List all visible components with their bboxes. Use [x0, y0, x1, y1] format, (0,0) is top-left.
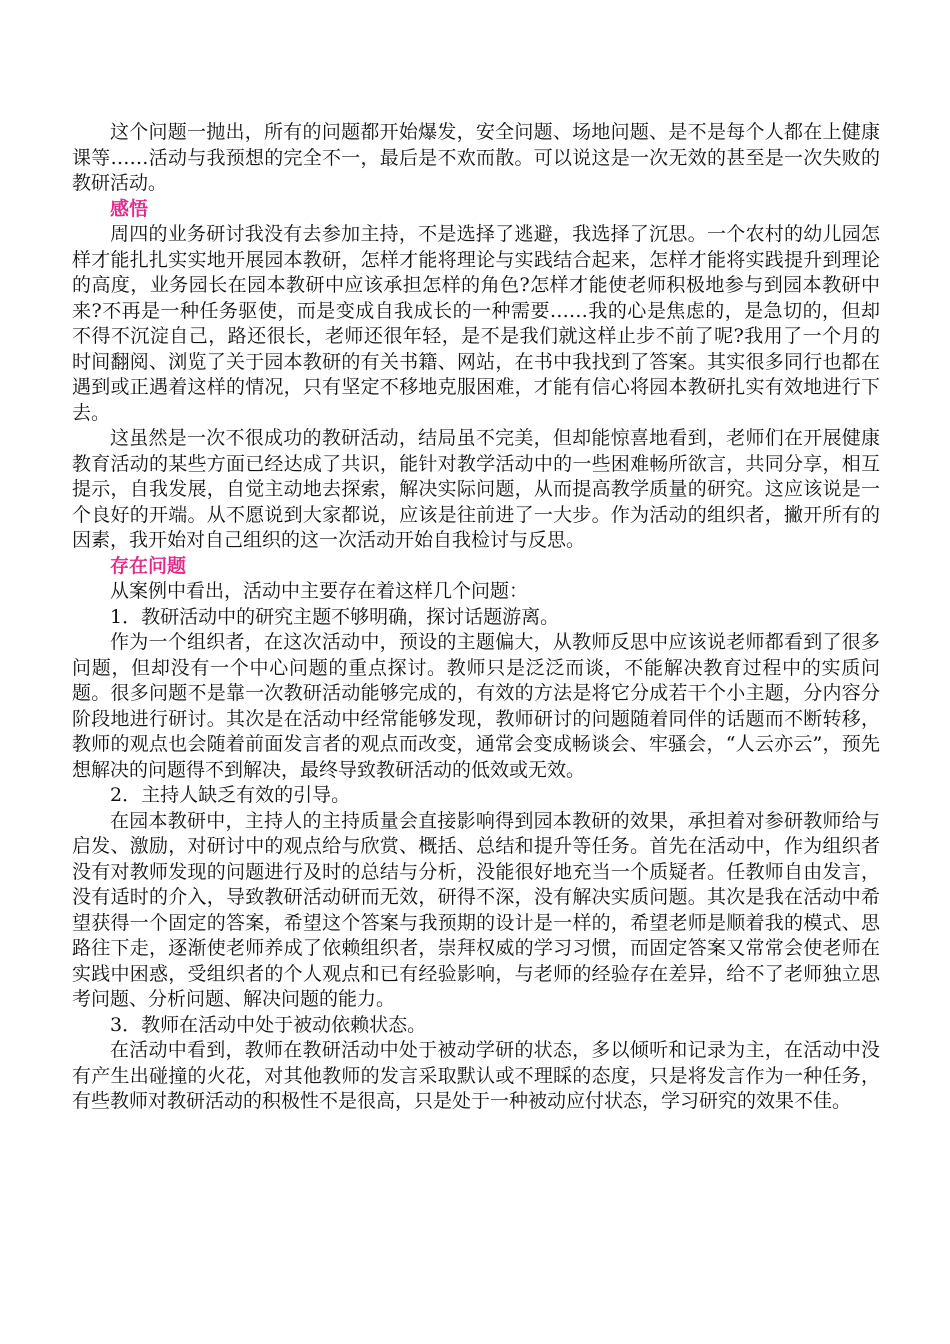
paragraph-problems-intro: 从案例中看出，活动中主要存在着这样几个问题：: [110, 580, 529, 602]
problem-item-3-body: 在活动中看到，教师在教研活动中处于被动学研的状态，多以倾听和记录为主，在活动中没有产生出碰撞的火花，对其他教师的发言采取默认或不理睬的态度，只是将发言作为一种任务，有些教师对教研活动的积极性不是很高，只是处于一种被动应付状态，学习研究的效果不佳。: [72, 1039, 880, 1112]
problem-item-3-title: 3．教师在活动中处于被动依赖状态。: [110, 1013, 427, 1036]
section-heading-ganwu: 感悟: [110, 197, 149, 220]
problem-item-1-body: 作为一个组织者，在这次活动中，预设的主题偏大，从教师反思中应该说老师都看到了很多问题，但却没有一个中心问题的重点探讨。教师只是泛泛而谈，不能解决教育过程中的实质问题。很多问题不是靠一次教研活动能够完成的，有效的方法是将它分成若干个小主题，分内容分阶段地进行研讨。其次是在活动中经常能够发现，教师研讨的问题随着同伴的话题而不断转移，教师的观点也会随着前面发言者的观点而改变，通常会变成畅谈会、牢骚会，“人云亦云”，预先想解决的问题得不到解决，最终导致教研活动的低效或无效。: [72, 631, 880, 781]
problem-item-2-title: 2．主持人缺乏有效的引导。: [110, 784, 351, 806]
section-heading-problems: 存在问题: [110, 554, 187, 577]
paragraph-reflection: 周四的业务研讨我没有去参加主持，不是选择了逃避，我选择了沉思。一个农村的幼儿园怎样才能扎扎实实地开展园本教研，怎样才能将理论与实践结合起来，怎样才能将实践提升到理论的高度，业务园长在园本教研中应该承担怎样的角色?怎样才能使老师积极地参与到园本教研中来?不再是一种任务驱使，而是变成自我成长的一种需要……我的心是焦虑的，是急切的，但却不得不沉淀自己，路还很长，老师还很年轻，是不是我们就这样止步不前了呢?我用了一个月的时间翻阅、浏览了关于园本教研的有关书籍、网站，在书中我找到了答案。其实很多同行也都在遇到或正遇着这样的情况，只有坚定不移地克服困难，才能有信心将园本教研扎实有效地进行下去。: [72, 223, 880, 424]
document-body: [72, 120, 880, 1115]
problem-item-2-body: 在园本教研中，主持人的主持质量会直接影响得到园本教研的效果，承担着对参研教师给与启发、激励，对研讨中的观点给与欣赏、概括、总结和提升等任务。首先在活动中，作为组织者没有对教师发现的问题进行及时的总结与分析，没能很好地充当一个质疑者。任教师自由发言，没有适时的介入，导致教研活动研而无效，研得不深，没有解决实质问题。其次是我在活动中希望获得一个固定的答案，希望这个答案与我预期的设计是一样的，希望老师是顺着我的模式、思路往下走，逐渐使老师养成了依赖组织者，崇拜权威的学习习惯，而固定答案又常常会使老师在实践中困惑，受组织者的个人观点和已有经验影响，与老师的经验存在差异，给不了老师独立思考问题、分析问题、解决问题的能力。: [72, 809, 880, 1010]
paragraph-reflection-2: 这虽然是一次不很成功的教研活动，结局虽不完美，但却能惊喜地看到，老师们在开展健康教育活动的某些方面已经达成了共识，能针对教学活动中的一些困难畅所欲言，共同分享，相互提示，自我发展，自觉主动地去探索，解决实际问题，从而提高教学质量的研究。这应该说是一个良好的开端。从不愿说到大家都说，应该是往前进了一大步。作为活动的组织者，撇开所有的因素，我开始对自己组织的这一次活动开始自我检讨与反思。: [72, 427, 880, 551]
paragraph-intro: 这个问题一抛出，所有的问题都开始爆发，安全问题、场地问题、是不是每个人都在上健康课等……活动与我预想的完全不一，最后是不欢而散。可以说这是一次无效的甚至是一次失败的教研活动。: [72, 121, 880, 194]
problem-item-1-title: 1．教研活动中的研究主题不够明确，探讨话题游离。: [110, 605, 560, 628]
